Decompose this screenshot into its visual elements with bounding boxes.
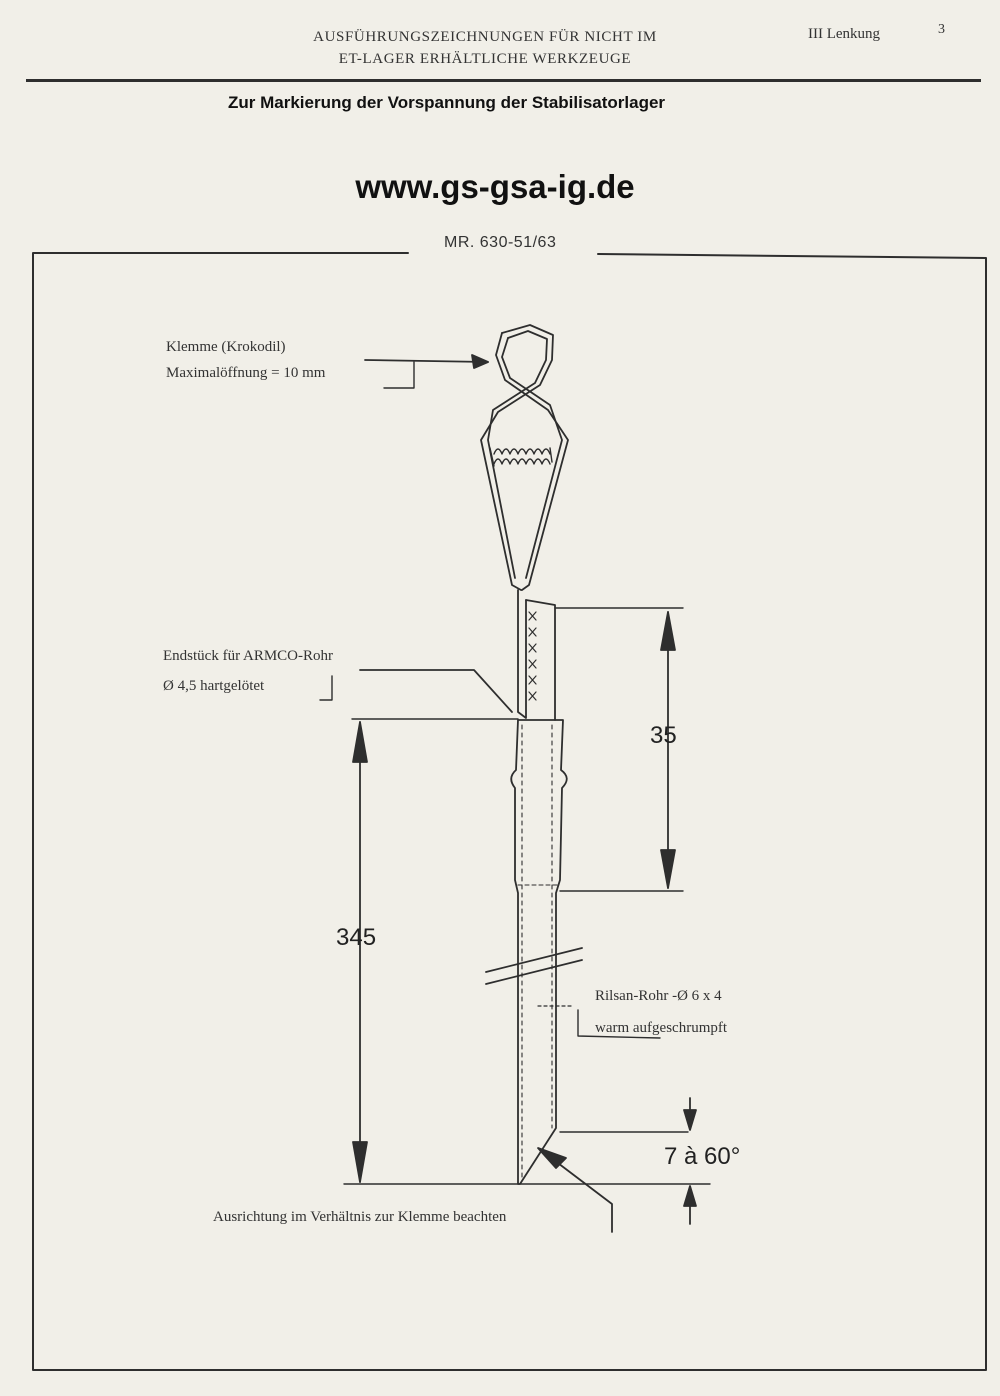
dimension-345-value: 345 <box>336 924 377 951</box>
alignment-label: Ausrichtung im Verhältnis zur Klemme beachten <box>213 1209 507 1225</box>
endpiece-leader <box>320 670 512 712</box>
endpiece-label-line2: Ø 4,5 hartgelötet <box>163 678 265 694</box>
page-number: 3 <box>938 22 945 37</box>
page-subtitle: Zur Markierung der Vorspannung der Stabilisatorlager <box>228 93 666 112</box>
dimension-35-value: 35 <box>650 722 677 749</box>
tube-label-line1: Rilsan-Rohr -Ø 6 x 4 <box>595 988 722 1004</box>
dimension-345 <box>344 719 710 1184</box>
endpiece-drawing <box>518 590 683 720</box>
drawing-frame <box>33 253 986 1370</box>
header-section: III Lenkung <box>808 26 881 42</box>
endpiece-label-line1: Endstück für ARMCO-Rohr <box>163 648 333 664</box>
dimension-tip-value: 7 à 60° <box>664 1143 741 1170</box>
clamp-leader <box>365 355 488 388</box>
tube-label <box>595 980 727 1044</box>
dimension-35 <box>560 612 683 891</box>
website-url: www.gs-gsa-ig.de <box>355 168 635 205</box>
alignment-leader <box>538 1148 612 1232</box>
clamp-label-line2: Maximalöffnung = 10 mm <box>166 365 326 381</box>
drawing-reference: MR. 630-51/63 <box>444 234 557 251</box>
header-title-line1: AUSFÜHRUNGSZEICHNUNGEN FÜR NICHT IM <box>313 29 657 45</box>
clamp-label-line1: Klemme (Krokodil) <box>166 339 286 355</box>
tube-drawing <box>486 720 582 1184</box>
header-title-line2: ET-LAGER ERHÄLTLICHE WERKZEUGE <box>338 51 632 67</box>
endpiece-label <box>163 641 333 701</box>
tube-label-line2: warm aufgeschrumpft <box>595 1020 728 1036</box>
clamp-label <box>166 334 325 386</box>
clamp-drawing <box>481 325 568 590</box>
